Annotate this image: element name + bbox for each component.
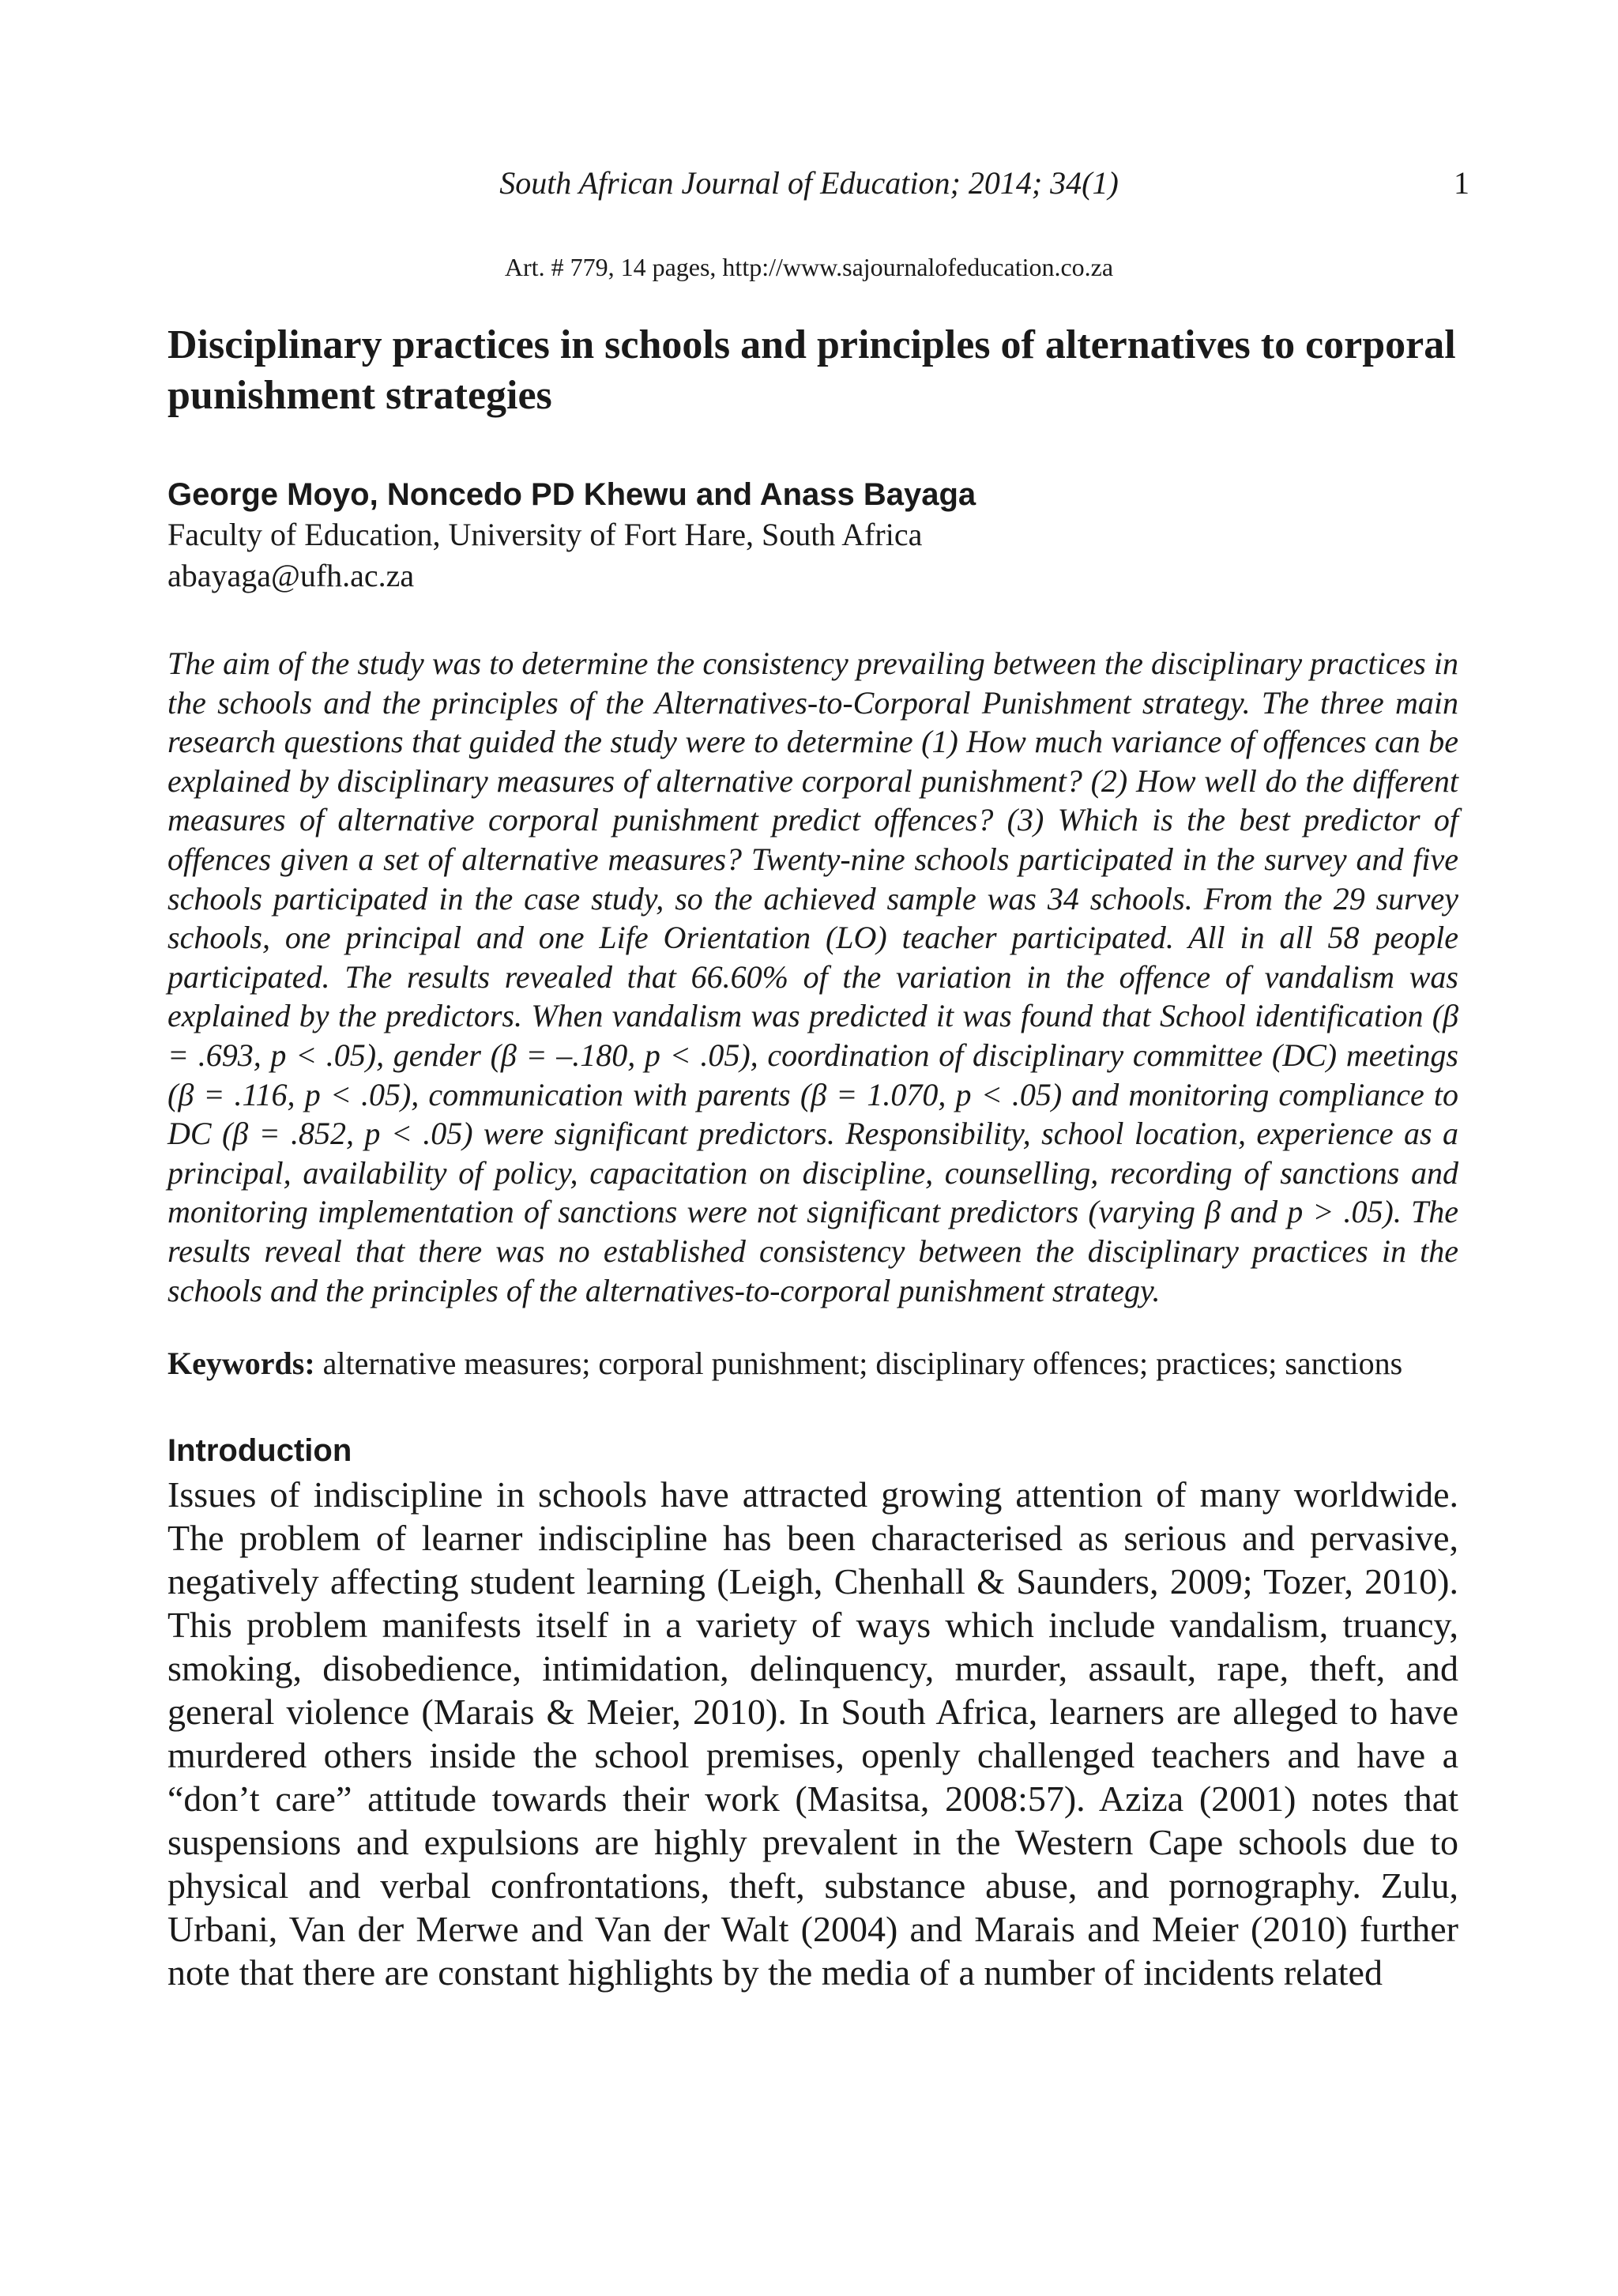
article-info-line: Art. # 779, 14 pages, http://www.sajournalofeducation.co.za [504,253,1114,281]
page-number: 1 [1454,165,1469,201]
keywords-label: Keywords: [167,1346,315,1382]
author-list: George Moyo, Noncedo PD Khewu and Anass Bayaga [167,477,976,512]
keywords-text: alternative measures; corporal punishment; disciplinary offences; practices; sanctions [322,1346,1403,1382]
author-email: abayaga@ufh.ac.za [167,558,415,593]
introduction-paragraph: Issues of indiscipline in schools have attracted growing attention of many worldwide. The problem of learner indiscipline has been characterised as serious and pervasive, negatively affecting student learning (Leigh, Chenhall & Saunders, 2009; Tozer, 2010). This problem manifests itself in a variety of ways which include vandalism, truancy, smoking, disobedience, intimidation, delinquency, murder, assault, rape, theft, and general violence (Marais & Meier, 2010). In South Africa, learners are alleged to have murdered others inside the school premises, openly challenged teachers and have a “don’t care” attitude towards their work (Masitsa, 2008:57). Aziza (2001) notes that suspensions and expulsions are highly prevalent in the Western Cape schools due to physical and verbal confrontations, theft, substance abuse, and pornography. Zulu, Urbani, Van der Merwe and Van der Walt (2004) and Marais and Meier (2010) further note that there are constant highlights by the media of a number of incidents related [167,1474,1458,1993]
article-content [167,320,1458,1994]
abstract: The aim of the study was to determine the consistency prevailing between the disciplinary practices in the schools and the principles of the Alternatives-to-Corporal Punishment strategy. The three main research questions that guided the study were to determine (1) How much variance of offences can be explained by disciplinary measures of alternative corporal punishment? (2) How well do the different measures of alternative corporal punishment predict offences? (3) Which is the best predictor of offences given a set of alternative measures? Twenty-nine schools participated in the survey and five schools participated in the case study, so the achieved sample was 34 schools. From the 29 survey schools, one principal and one Life Orientation (LO) teacher participated. All in all 58 people participated. The results revealed that 66.60% of the variation in the offence of vandalism was explained by the predictors. When vandalism was predicted it was found that School identification (β = .693, p < .05), gender (β = –.180, p < .05), coordination of disciplinary committee (DC) meetings (β = .116, p < .05), communication with parents (β = 1.070, p < .05) and monitoring compliance to DC (β = .852, p < .05) were significant predictors. Responsibility, school location, experience as a principal, availability of policy, capacitation on discipline, counselling, recording of sanctions and monitoring implementation of sanctions were not significant predictors (varying β and p > .05). The results reveal that there was no established consistency between the disciplinary practices in the schools and the principles of the alternatives-to-corporal punishment strategy. [167,646,1458,1308]
author-affiliation: Faculty of Education, University of Fort Hare, South Africa [167,517,923,552]
keywords [167,1343,1458,1384]
running-head-journal: South African Journal of Education; 2014; 34(1) [499,165,1119,201]
article-title: Disciplinary practices in schools and principles of alternatives to corporal punishment strategies [167,322,1456,418]
section-heading-introduction: Introduction [167,1433,352,1469]
